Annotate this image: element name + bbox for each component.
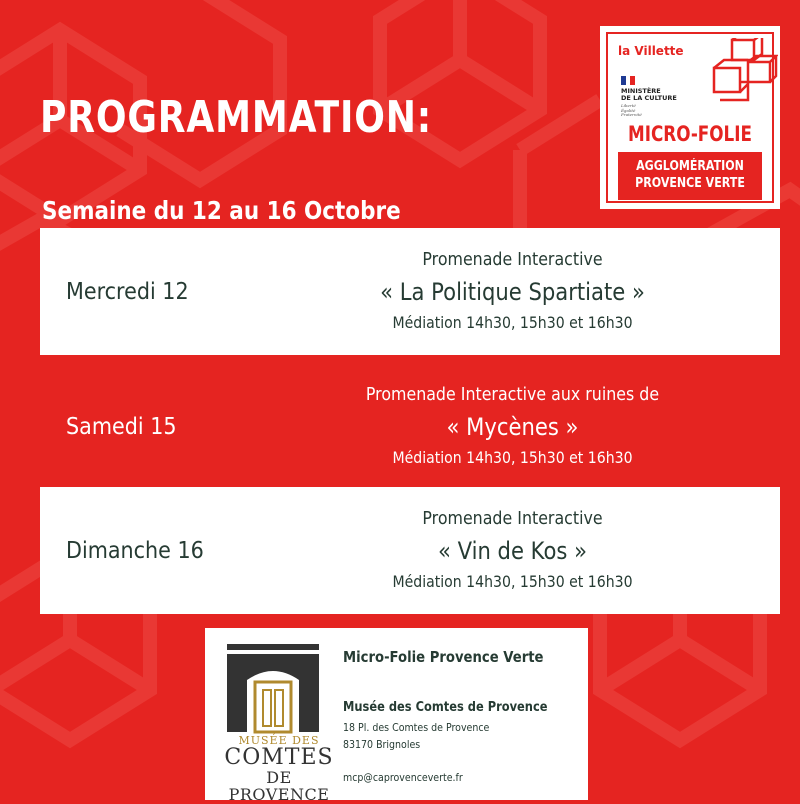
address-line-1: 18 Pl. des Comtes de Provence <box>343 722 490 734</box>
la-villette-brand: la Villette <box>618 44 684 58</box>
event-type: Promenade Interactive <box>422 508 603 529</box>
event-type: Promenade Interactive <box>422 249 603 270</box>
micro-folie-logo <box>600 26 780 209</box>
cubes-icon <box>708 38 778 108</box>
museum-name: Musée des Comtes de Provence <box>343 700 548 715</box>
agglomeration-banner: AGGLOMÉRATION PROVENCE VERTE <box>618 152 762 200</box>
event-title: « Mycènes » <box>446 413 579 441</box>
event-details <box>295 381 730 471</box>
event-details <box>295 505 730 595</box>
event-times: Médiation 14h30, 15h30 et 16h30 <box>392 572 633 591</box>
museum-building-icon <box>223 640 323 744</box>
museum-logo-text: MUSÉE DES COMTES DE PROVENCE <box>224 734 334 804</box>
event-type: Promenade Interactive aux ruines de <box>365 384 660 405</box>
week-subtitle: Semaine du 12 au 16 Octobre <box>42 196 401 225</box>
event-row-saturday <box>40 363 780 490</box>
event-title: « La Politique Spartiate » <box>380 278 645 306</box>
event-details <box>295 246 730 336</box>
event-title: « Vin de Kos » <box>437 537 588 565</box>
event-times: Médiation 14h30, 15h30 et 16h30 <box>392 448 633 467</box>
ministry-label: MINISTÈRE DE LA CULTURE <box>621 87 677 102</box>
email-link[interactable]: mcp@caprovenceverte.fr <box>343 772 463 784</box>
french-flag-icon <box>621 76 635 85</box>
event-row-sunday <box>40 487 780 614</box>
republic-motto: Liberté Égalité Fraternité <box>621 103 642 117</box>
event-day: Mercredi 12 <box>66 278 189 305</box>
event-day: Dimanche 16 <box>66 537 204 564</box>
event-day: Samedi 15 <box>66 413 177 440</box>
micro-folie-name: MICRO-FOLIE <box>628 122 752 146</box>
contact-footer <box>205 628 588 804</box>
address-line-2: 83170 Brignoles <box>343 739 421 751</box>
event-times: Médiation 14h30, 15h30 et 16h30 <box>392 313 633 332</box>
footer-title: Micro-Folie Provence Verte <box>343 648 544 666</box>
page-title: PROGRAMMATION: <box>40 92 432 143</box>
event-row-wednesday <box>40 228 780 355</box>
